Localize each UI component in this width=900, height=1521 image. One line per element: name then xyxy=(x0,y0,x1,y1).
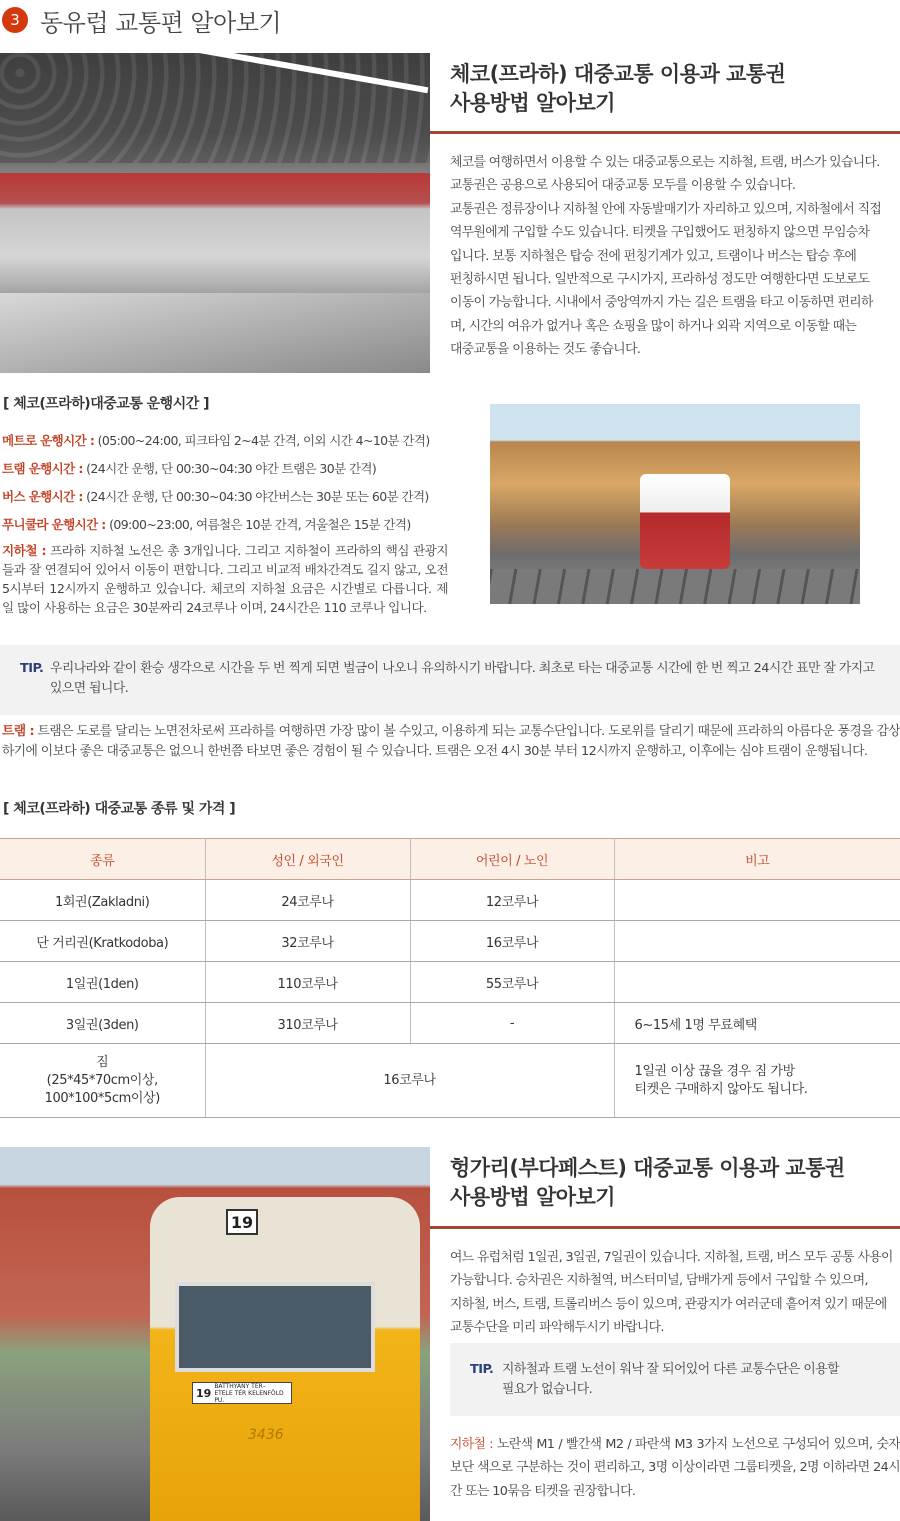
czech-intro-line: 입니다. 보통 지하철은 탑승 전에 펀칭기계가 있고, 트램이나 버스는 탑승 후에 xyxy=(450,248,857,264)
price-table xyxy=(0,838,900,1118)
table-cell: 310코루나 xyxy=(205,1003,410,1044)
plate-line1: BATTHYÁNY TÉR– xyxy=(214,1382,266,1390)
czech-tram-label: 트램 : xyxy=(2,724,34,739)
tram-windshield xyxy=(175,1282,375,1372)
luggage-type-line: (25*45*70cm이상, xyxy=(46,1072,158,1088)
czech-tram-paragraph xyxy=(2,722,900,761)
luggage-price-cell: 16코루나 xyxy=(205,1044,614,1118)
czech-subway-paragraph xyxy=(2,541,448,617)
metro-train xyxy=(0,173,430,293)
tram-route-number: 19 xyxy=(226,1209,258,1235)
table-row xyxy=(0,962,900,1003)
hungary-intro-line: 가능합니다. 승차권은 지하철역, 버스터미널, 담배가게 등에서 구입할 수 있으며, xyxy=(450,1273,868,1289)
hours-heading: [ 체코(프라하)대중교통 운행시간 ] xyxy=(3,396,210,412)
table-cell: 1회권(Zakladni) xyxy=(0,880,205,921)
czech-title-line2: 사용방법 알아보기 xyxy=(450,91,616,115)
table-row-luggage xyxy=(0,1044,900,1118)
section-title: 동유럽 교통편 알아보기 xyxy=(40,8,282,37)
hungary-title-rule xyxy=(430,1226,900,1229)
section-number-badge: 3 xyxy=(2,7,28,33)
funicular-hours-text: (09:00~23:00, 여름철은 10분 간격, 겨울철은 15분 간격) xyxy=(105,517,411,532)
metro-wall xyxy=(0,53,430,163)
tip-label: TIP. xyxy=(20,661,44,676)
col-header-adult: 성인 / 외국인 xyxy=(205,839,410,880)
hungary-title-line2: 사용방법 알아보기 xyxy=(450,1185,616,1209)
table-cell xyxy=(614,921,900,962)
hungary-tip-line: 지하철과 트램 노선이 워낙 잘 되어있어 다른 교통수단은 이용할 xyxy=(502,1362,839,1377)
hungary-tip-line: 필요가 없습니다. xyxy=(502,1382,593,1397)
table-cell: 6~15세 1명 무료혜택 xyxy=(614,1003,900,1044)
czech-title-rule xyxy=(430,131,900,134)
czech-intro-line: 펀칭하시면 됩니다. 일반적으로 구시가지, 프라하성 정도만 여행한다면 도보로도 xyxy=(450,272,870,288)
luggage-type-line: 100*100*5cm이상) xyxy=(44,1090,160,1106)
hungary-subway-label: 지하철 : xyxy=(450,1437,494,1452)
czech-title xyxy=(450,60,785,118)
table-cell: 110코루나 xyxy=(205,962,410,1003)
luggage-note-cell xyxy=(614,1044,900,1118)
czech-intro-line: 체코를 여행하면서 이용할 수 있는 대중교통으로는 지하철, 트램, 버스가 있습니다. xyxy=(450,155,880,170)
bus-hours-text: (24시간 운행, 단 00:30~04:30 야간버스는 30분 또는 60분 간격) xyxy=(82,489,429,504)
table-cell: 1일권(1den) xyxy=(0,962,205,1003)
metro-platform xyxy=(0,293,430,373)
plate-route: 19 xyxy=(196,1386,212,1400)
hungary-subway-text: 노란색 M1 / 빨간색 M2 / 파란색 M3 3가지 노선으로 구성되어 있으며, 숫자보단 색으로 구분하는 것이 편리하고, 3명 이상이라면 그룹티켓을, 2명 이하라면 24시간 또는 10묶음 티켓을 권장합니다. xyxy=(450,1437,900,1499)
tram-destination-sign xyxy=(192,1382,292,1404)
luggage-type-line: 짐 xyxy=(96,1054,109,1070)
col-header-type: 종류 xyxy=(0,839,205,880)
luggage-type-cell xyxy=(0,1044,205,1118)
metro-hours-text: (05:00~24:00, 피크타임 2~4분 간격, 이외 시간 4~10분 간격) xyxy=(94,433,430,448)
tram-rails xyxy=(490,569,860,604)
table-cell: 단 거리권(Kratkodoba) xyxy=(0,921,205,962)
bus-hours-label: 버스 운행시간 : xyxy=(2,489,83,504)
tram-hours xyxy=(2,459,376,477)
funicular-hours-label: 푸니쿨라 운행시간 : xyxy=(2,517,106,532)
czech-intro-line: 대중교통을 이용하는 것도 좋습니다. xyxy=(450,342,641,358)
czech-subway-label: 지하철 : xyxy=(2,543,47,558)
czech-intro xyxy=(450,151,900,362)
table-cell: 16코루나 xyxy=(410,921,614,962)
luggage-note-line: 1일권 이상 끊을 경우 짐 가방 xyxy=(634,1063,795,1079)
funicular-hours xyxy=(2,515,411,533)
table-cell: 24코루나 xyxy=(205,880,410,921)
col-header-note: 비고 xyxy=(614,839,900,880)
prague-tram-photo xyxy=(490,404,860,604)
czech-intro-line: 교통권은 정류장이나 지하철 안에 자동발매기가 자리하고 있으며, 지하철에서 직접 xyxy=(450,201,882,217)
table-cell xyxy=(614,880,900,921)
table-cell: 32코루나 xyxy=(205,921,410,962)
section-header xyxy=(0,0,900,40)
prague-metro-photo xyxy=(0,53,430,373)
metro-hours xyxy=(2,431,430,449)
table-row xyxy=(0,880,900,921)
tram-car xyxy=(640,474,730,569)
czech-title-line1: 체코(프라하) 대중교통 이용과 교통권 xyxy=(450,62,786,86)
table-cell: 12코루나 xyxy=(410,880,614,921)
table-header-row xyxy=(0,839,900,880)
hungary-intro xyxy=(450,1246,900,1340)
bus-hours xyxy=(2,487,429,505)
czech-intro-line: 이동이 가능합니다. 시내에서 중앙역까지 가는 길은 트램을 타고 이동하면 편리하 xyxy=(450,295,873,311)
tip-label: TIP. xyxy=(470,1362,494,1377)
metro-hours-label: 메트로 운행시간 : xyxy=(2,433,95,448)
czech-subway-text: 프라하 지하철 노선은 총 3개입니다. 그리고 지하철이 프라하의 핵심 관광지들과 잘 연결되어 있어서 이동이 편합니다. 그리고 비교적 배차간격도 길지 않고, 오전 5시부터 12시까지 운행하고 있습니다. 체코의 지하철 요금은 시간별로 다릅니다. 제일 많이 사용하는 요금은 30분짜리 24코루나 이며, 24시간은 110 코루나 입니다. xyxy=(2,543,448,615)
table-row xyxy=(0,921,900,962)
tram-fleet-number: 3436 xyxy=(248,1427,284,1443)
czech-intro-line: 며, 시간의 여유가 없거나 혹은 쇼핑을 많이 하거나 외곽 지역으로 이동할 때는 xyxy=(450,318,857,334)
tram-hours-label: 트램 운행시간 : xyxy=(2,461,83,476)
plate-line2: ETELE TÉR KELENFÖLD PU. xyxy=(214,1389,284,1404)
table-cell: 55코루나 xyxy=(410,962,614,1003)
table-cell: - xyxy=(410,1003,614,1044)
tram-hours-text: (24시간 운행, 단 00:30~04:30 야간 트램은 30분 간격) xyxy=(82,461,377,476)
hungary-tip-box xyxy=(450,1343,900,1416)
czech-intro-line: 역무원에게 구입할 수도 있습니다. 티켓을 구입했어도 펀칭하지 않으면 무임승차 xyxy=(450,225,870,241)
czech-intro-line: 교통권은 공용으로 사용되어 대중교통 모두를 이용할 수 있습니다. xyxy=(450,178,796,194)
czech-tip-box xyxy=(0,645,900,715)
czech-tip-text: 우리나라와 같이 환승 생각으로 시간을 두 번 찍게 되면 벌금이 나오니 유의하시기 바랍니다. 최초로 타는 대중교통 시간에 한 번 찍고 24시간 표만 잘 가지고 있으면 됩니다. xyxy=(50,661,875,696)
budapest-tram-photo xyxy=(0,1147,430,1521)
hungary-subway-paragraph xyxy=(450,1433,900,1503)
table-cell xyxy=(614,962,900,1003)
hungary-intro-line: 교통수단을 미리 파악해두시기 바랍니다. xyxy=(450,1320,664,1336)
hungary-title xyxy=(450,1154,845,1212)
hungary-intro-line: 여느 유럽처럼 1일권, 3일권, 7일권이 있습니다. 지하철, 트램, 버스 모두 공통 사용이 xyxy=(450,1250,893,1265)
czech-tram-text: 트램은 도로를 달리는 노면전차로써 프라하를 여행하면 가장 많이 볼 수있고, 이용하게 되는 교통수단입니다. 도로위를 달리기 때문에 프라하의 아름다운 풍경을 감상하기에 이보다 좋은 대중교통은 없으니 한번쯤 타보면 좋은 경험이 될 수 있습니다. 트램은 오전 4시 30분 부터 12시까지 운행하고, 이후에는 심야 트램이 운행됩니다. xyxy=(2,724,900,759)
price-table-heading: [ 체코(프라하) 대중교통 종류 및 가격 ] xyxy=(3,801,236,817)
col-header-child: 어린이 / 노인 xyxy=(410,839,614,880)
table-cell: 3일권(3den) xyxy=(0,1003,205,1044)
table-row xyxy=(0,1003,900,1044)
luggage-note-line: 티켓은 구매하지 않아도 됩니다. xyxy=(634,1081,808,1097)
hungary-title-line1: 헝가리(부다페스트) 대중교통 이용과 교통권 xyxy=(450,1156,845,1180)
hungary-intro-line: 지하철, 버스, 트램, 트롤리버스 등이 있으며, 관광지가 여러군데 흩어져 있기 때문에 xyxy=(450,1296,887,1312)
